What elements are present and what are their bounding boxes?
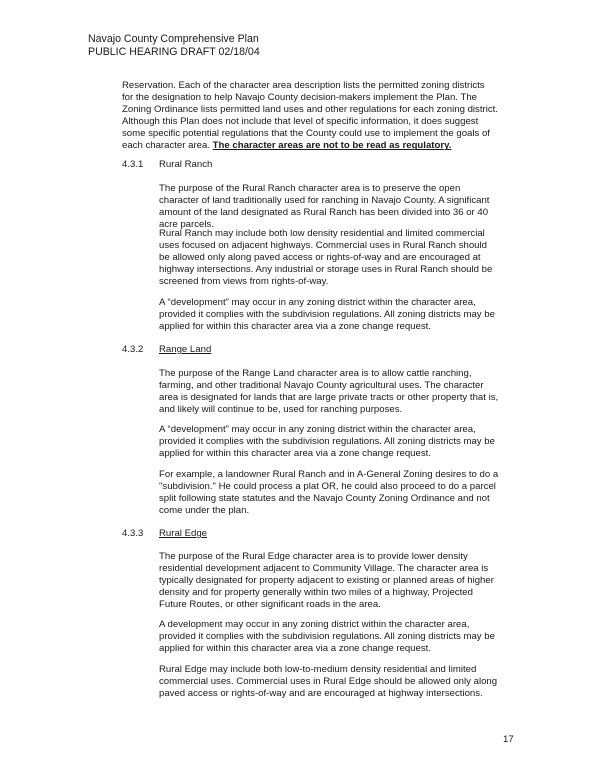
section-heading-4-3-1: [122, 159, 212, 171]
paragraph: Rural Ranch may include both low density residential and limited commercial uses focused on adjacent highways. Commercial uses in Rural Ranch should be allowed only along paved access or rights-of-way and are encouraged at highway intersections. Any industrial or storage uses in Rural Ranch should be screened from views from rights-of-way.: [159, 228, 493, 288]
paragraph: Rural Edge may include both low-to-medium density residential and limited commercial uses. Commercial uses in Rural Edge should be allowed only along paved access or rights-of-way and are encouraged at highway intersections.: [159, 664, 498, 700]
section-number: 4.3.3: [122, 528, 144, 539]
section-heading-4-3-2: [122, 344, 211, 356]
paragraph: A development may occur in any zoning district within the character area, provided it complies with the subdivision regulations. All zoning districts may be applied for within this character area via a zone change request.: [159, 619, 495, 655]
section-title: Rural Ranch: [159, 159, 213, 170]
section-heading-4-3-3: [122, 528, 207, 540]
paragraph: The purpose of the Range Land character area is to allow cattle ranching, farming, and other traditional Navajo County agricultural uses. The character area is designated for lands that are large private tracts or other property that is, and likely will continue to be, used for ranching purposes.: [159, 368, 499, 416]
intro-emphasis: The character areas are not to be read as regulatory.: [212, 140, 452, 152]
intro-text: Reservation. Each of the character area description lists the permitted zoning districts for the designation to help Navajo County decision-makers implement the Plan. The Zoning Ordinance lists permitted land uses and other regulations for each zoning district. Although this Plan does not include that level of specific information, it does suggest some specific potential regulations that the County could use to implement the goals of each character area.: [122, 80, 498, 152]
intro-paragraph: [122, 80, 498, 153]
paragraph: For example, a landowner Rural Ranch and in A-General Zoning desires to do a "subdivision." He could process a plat OR, he could also proceed to do a parcel split following state statutes and the Navajo County Zoning Ordinance and not come under the plan.: [159, 469, 499, 517]
paragraph: The purpose of the Rural Ranch character area is to preserve the open character of land traditionally used for ranching in Navajo County. A significant amount of the land designated as Rural Ranch has been divided into 36 or 40 acre parcels.: [159, 183, 490, 231]
section-title: Range Land: [159, 344, 212, 355]
page-header: [88, 33, 260, 58]
section-number: 4.3.1: [122, 159, 144, 170]
page-number: 17: [503, 734, 514, 745]
paragraph: The purpose of the Rural Edge character area is to provide lower density residential development adjacent to Community Village. The character area is typically designated for property adjacent to existing or planned areas of higher density and for property generally within two miles of a highway, Projected Future Routes, or other significant roads in the area.: [159, 551, 494, 611]
header-title: Navajo County Comprehensive Plan: [88, 33, 259, 45]
section-number: 4.3.2: [122, 344, 144, 355]
paragraph: A “development” may occur in any zoning district within the character area, provided it complies with the subdivision regulations. All zoning districts may be applied for within this character area via a zone change request.: [159, 297, 495, 333]
section-title: Rural Edge: [159, 528, 207, 539]
header-draft-date: PUBLIC HEARING DRAFT 02/18/04: [88, 45, 260, 58]
paragraph: A “development” may occur in any zoning district within the character area, provided it complies with the subdivision regulations. All zoning districts may be applied for within this character area via a zone change request.: [159, 424, 495, 460]
